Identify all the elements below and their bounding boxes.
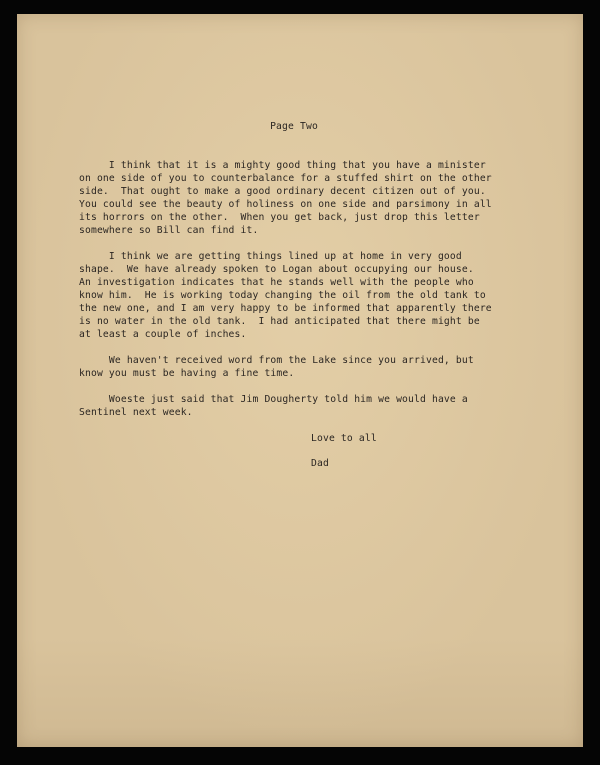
paragraph-lake: We haven't received word from the Lake since you arrived, but know you must be having a fine time.: [79, 355, 474, 379]
paragraph-minister: I think that it is a mighty good thing that you have a minister on one side of you to counterbalance for a stuffed shirt on the other side. That ought to make a good ordinary decent citizen out of you. You could see the beauty of holiness on one side and parsimony in all its horrors on the other. When you get back, just drop this letter somewhere so Bill can find it.: [79, 160, 492, 236]
page-heading: Page Two: [270, 121, 318, 132]
closing-line: Love to all: [311, 433, 377, 444]
paragraph-home: I think we are getting things lined up at home in very good shape. We have already spoken to Logan about occupying our house. An investigation indicates that he stands well with the people who know him. He is working today changing the oil from the old tank to the new one, and I am very happy to be informed that apparently there is no water in the old tank. I had anticipated that there might be at least a couple of inches.: [79, 251, 492, 340]
signature: Dad: [311, 458, 329, 469]
paragraph-sentinel: Woeste just said that Jim Dougherty told him we would have a Sentinel next week.: [79, 394, 468, 418]
letter-body: [79, 120, 559, 470]
letter-page: [17, 14, 583, 747]
